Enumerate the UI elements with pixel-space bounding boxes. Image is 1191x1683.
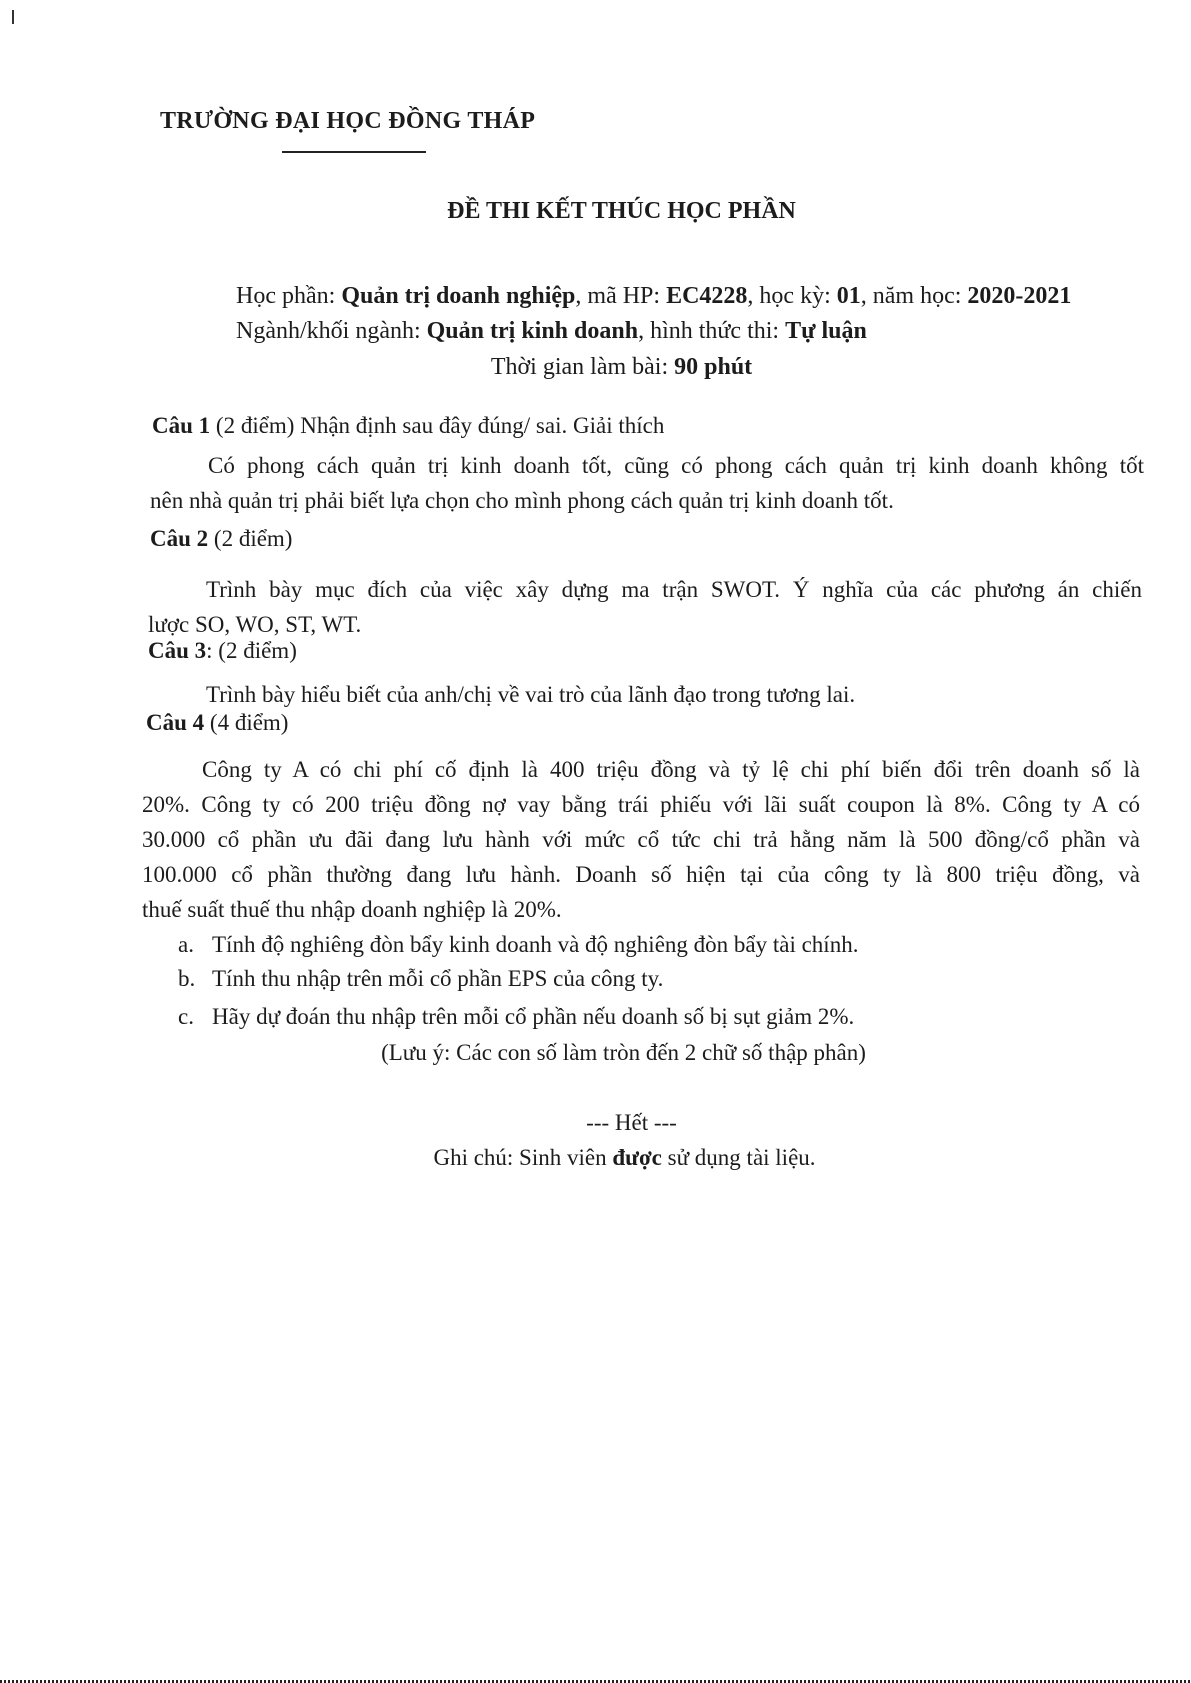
footer-note-prefix: Ghi chú: Sinh viên bbox=[433, 1145, 613, 1170]
question-4-line: Công ty A có chi phí cố định là 400 triệu đồng và tỷ lệ chi phí biến đổi trên doanh số là bbox=[202, 757, 1140, 782]
end-marker: --- Hết --- bbox=[586, 1110, 677, 1135]
question-2-points: (2 điểm) bbox=[208, 526, 293, 551]
question-4-line: 30.000 cổ phần ưu đãi đang lưu hành với mức cổ tức chi trả hằng năm là 500 đồng/cổ phần và bbox=[142, 827, 1140, 852]
exam-title: ĐỀ THI KẾT THÚC HỌC PHẦN bbox=[447, 198, 796, 224]
format-label: , hình thức thi: bbox=[638, 318, 786, 344]
university-underline bbox=[282, 151, 426, 153]
question-4-subitem-c bbox=[178, 1004, 854, 1030]
subitem-letter: b. bbox=[178, 966, 196, 991]
question-4-line: 20%. Công ty có 200 triệu đồng nợ vay bằng trái phiếu với lãi suất coupon là 8%. Công ty A có bbox=[142, 792, 1140, 817]
question-4-subitem-a bbox=[178, 932, 858, 958]
semester-label: , học kỳ: bbox=[747, 283, 837, 309]
scan-mark bbox=[12, 10, 14, 24]
question-4-subitem-b bbox=[178, 966, 663, 992]
question-2-body bbox=[148, 572, 1142, 642]
question-4-points: (4 điểm) bbox=[204, 710, 289, 735]
time-label: Thời gian làm bài: bbox=[490, 354, 675, 380]
question-3-heading bbox=[148, 638, 297, 664]
university-name: TRƯỜNG ĐẠI HỌC ĐỒNG THÁP bbox=[160, 108, 536, 134]
major-info-line bbox=[236, 318, 867, 345]
year-label: , năm học: bbox=[860, 283, 968, 309]
question-1-label: Câu 1 bbox=[152, 413, 211, 438]
subitem-text: Tính độ nghiêng đòn bẩy kinh doanh và độ nghiêng đòn bẩy tài chính. bbox=[212, 932, 859, 957]
question-1-line: nên nhà quản trị phải biết lựa chọn cho mình phong cách quản trị kinh doanh tốt. bbox=[150, 488, 894, 513]
school-year: 2020-2021 bbox=[967, 283, 1072, 309]
question-4-label: Câu 4 bbox=[146, 710, 205, 735]
question-2-label: Câu 2 bbox=[150, 526, 209, 551]
question-1-points: (2 điểm) Nhận định sau đây đúng/ sai. Giải thích bbox=[210, 413, 665, 438]
question-1-line: Có phong cách quản trị kinh doanh tốt, cũng có phong cách quản trị kinh doanh không tốt bbox=[208, 453, 1144, 478]
footer-note-bold: được bbox=[612, 1145, 662, 1170]
question-4-line: thuế suất thuế thu nhập doanh nghiệp là 20%. bbox=[142, 897, 562, 922]
semester: 01 bbox=[836, 283, 861, 309]
major-label: Ngành/khối ngành: bbox=[236, 318, 427, 344]
question-2-line: lược SO, WO, ST, WT. bbox=[148, 612, 362, 637]
major: Quản trị kinh doanh bbox=[426, 318, 639, 344]
course-name: Quản trị doanh nghiệp bbox=[341, 283, 576, 309]
question-1-body bbox=[150, 448, 1144, 518]
exam-time: 90 phút bbox=[674, 354, 753, 380]
question-4-heading bbox=[146, 710, 288, 736]
footer-note-suffix: sử dụng tài liệu. bbox=[661, 1145, 816, 1170]
question-1-heading bbox=[152, 413, 664, 439]
course-info-line bbox=[236, 283, 1071, 310]
course-label: Học phần: bbox=[236, 283, 342, 309]
question-4-body bbox=[142, 752, 1140, 927]
subitem-text: Tính thu nhập trên mỗi cổ phần EPS của công ty. bbox=[212, 966, 664, 991]
course-code: EC4228 bbox=[666, 283, 748, 309]
subitem-letter: c. bbox=[178, 1004, 194, 1029]
footer-note bbox=[0, 1145, 1191, 1171]
question-2-line: Trình bày mục đích của việc xây dựng ma trận SWOT. Ý nghĩa của các phương án chiến bbox=[206, 577, 1142, 602]
question-3-label: Câu 3 bbox=[148, 638, 207, 663]
code-label: , mã HP: bbox=[575, 283, 667, 309]
question-3-body: Trình bày hiểu biết của anh/chị về vai trò của lãnh đạo trong tương lai. bbox=[206, 682, 856, 707]
subitem-letter: a. bbox=[178, 932, 194, 957]
exam-format: Tự luận bbox=[785, 318, 867, 344]
question-2-heading bbox=[150, 526, 292, 552]
question-4-line: 100.000 cổ phần thường đang lưu hành. Doanh số hiện tại của công ty là 800 triệu đồng, và bbox=[142, 862, 1140, 887]
question-3-points: : (2 điểm) bbox=[206, 638, 297, 663]
rounding-note: (Lưu ý: Các con số làm tròn đến 2 chữ số thập phân) bbox=[381, 1040, 866, 1065]
subitem-text: Hãy dự đoán thu nhập trên mỗi cổ phần nếu doanh số bị sụt giảm 2%. bbox=[212, 1004, 855, 1029]
time-info-line bbox=[0, 354, 1191, 381]
